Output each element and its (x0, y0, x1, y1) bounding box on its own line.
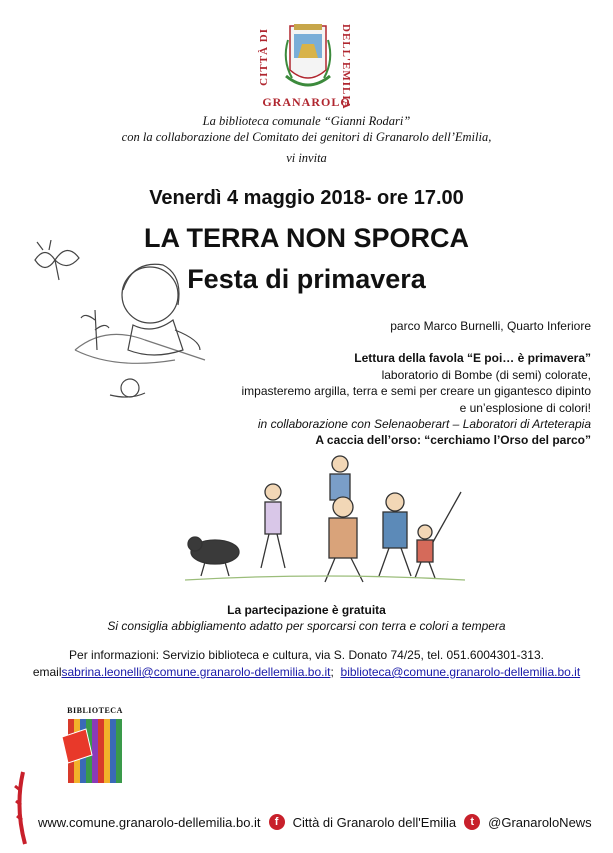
program-lab: laboratorio di Bombe (di semi) colorate, (381, 368, 591, 382)
email-link-sabrina[interactable]: sabrina.leonelli@comune.granarolo-dellemilia.bo.it (61, 665, 331, 679)
footer (38, 806, 598, 838)
email-prefix: email (32, 665, 62, 679)
program-clay: impasteremo argilla, terra e semi per creare un gigantesco dipinto (241, 384, 591, 398)
library-logo-label: BIBLIOTECA (67, 706, 123, 715)
footer-decoration (14, 770, 32, 845)
clothing-advice: Si consiglia abbigliamento adatto per sporcarsi con terra e colori a tempera (107, 619, 506, 633)
intro-line-2: con la collaborazione del Comitato dei genitori di Granarolo dell’Emilia, (121, 130, 492, 144)
footer-twitter[interactable]: @GranaroloNews (488, 814, 592, 830)
facebook-icon: f (269, 814, 285, 830)
event-title: LA TERRA NON SPORCA (143, 223, 469, 253)
footer-website[interactable]: www.comune.granarolo-dellemilia.bo.it (38, 814, 261, 830)
logo-city-name: GRANAROLO (262, 95, 351, 109)
program-reading: Lettura della favola “E poi… è primavera” (354, 351, 591, 365)
intro-line-3: vi invita (286, 151, 327, 165)
family-walking-illustration (185, 452, 465, 587)
intro-line-1: La biblioteca comunale “Gianni Rodari” (202, 114, 411, 128)
logo-line-2: DELL'EMILIA (340, 24, 352, 110)
footer-facebook[interactable]: Città di Granarolo dell'Emilia (292, 814, 457, 830)
free-participation: La partecipazione è gratuita (227, 603, 386, 617)
twitter-icon: t (464, 814, 480, 830)
email-separator: ; (330, 665, 334, 679)
logo-line-1: CITTÀ DI (258, 28, 270, 86)
email-line (0, 665, 613, 679)
event-place: parco Marco Burnelli, Quarto Inferiore (390, 319, 591, 333)
program-colors: e un’esplosione di colori! (459, 401, 591, 415)
books-icon (62, 715, 128, 787)
program-partner: in collaborazione con Selenaoberart – Laboratori di Arteterapia (257, 417, 591, 431)
event-subtitle: Festa di primavera (187, 264, 426, 294)
contact-info: Per informazioni: Servizio biblioteca e cultura, via S. Donato 74/25, tel. 051.6004301-313. (69, 648, 544, 662)
event-date: Venerdì 4 maggio 2018- ore 17.00 (149, 187, 464, 209)
program-bear-hunt: A caccia dell’orso: “cerchiamo l’Orso del parco” (315, 433, 591, 447)
email-link-biblioteca[interactable]: biblioteca@comune.granarolo-dellemilia.bo.it (340, 665, 581, 679)
girl-planting-illustration (15, 240, 215, 415)
library-logo (62, 706, 128, 788)
